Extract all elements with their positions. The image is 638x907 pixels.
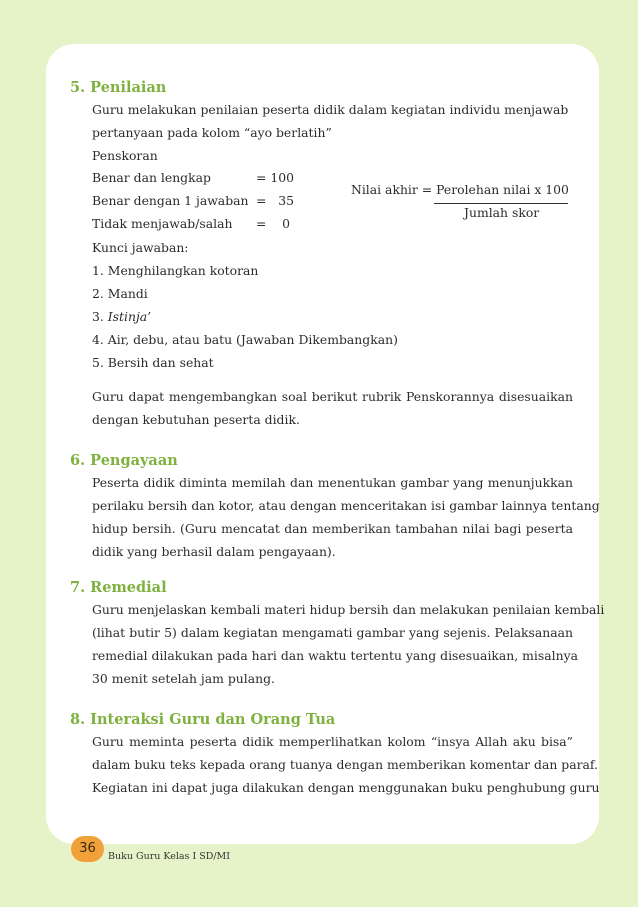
answer-item: 3. Istinja’: [92, 309, 152, 324]
paragraph-line: Kegiatan ini dapat juga dilakukan dengan menggunakan buku penghubung guru: [92, 780, 600, 795]
paragraph-line: perilaku bersih dan kotor, atau dengan menceritakan isi gambar lainnya tentang: [92, 498, 600, 513]
score-label: Benar dan lengkap: [92, 170, 211, 185]
paragraph-line: dengan kebutuhan peserta didik.: [92, 412, 300, 427]
answer-item: 5. Bersih dan sehat: [92, 355, 214, 370]
paragraph-line: Guru menjelaskan kembali materi hidup bersih dan melakukan penilaian kembali: [92, 602, 605, 617]
paragraph-line: (lihat butir 5) dalam kegiatan mengamati gambar yang sejenis. Pelaksanaan: [92, 625, 573, 640]
answer-italic-term: Istinja’: [107, 309, 152, 324]
paragraph-line: didik yang berhasil dalam pengayaan).: [92, 544, 336, 559]
score-value: = 100: [256, 170, 294, 185]
section-heading-pengayaan: 6. Pengayaan: [70, 452, 178, 469]
paragraph-line: remedial dilakukan pada hari dan waktu tertentu yang disesuaikan, misalnya: [92, 648, 578, 663]
page-number-badge: 36: [71, 836, 104, 862]
section-heading-remedial: 7. Remedial: [70, 579, 167, 596]
section-heading-penilaian: 5. Penilaian: [70, 79, 167, 96]
formula-denominator: Jumlah skor: [464, 205, 540, 220]
score-label: Benar dengan 1 jawaban: [92, 193, 249, 208]
scoring-title: Penskoran: [92, 148, 158, 163]
paragraph-line: Peserta didik diminta memilah dan menentukan gambar yang menunjukkan: [92, 475, 573, 490]
answer-key-title: Kunci jawaban:: [92, 240, 189, 255]
paragraph-line: 30 menit setelah jam pulang.: [92, 671, 275, 686]
answer-item: 1. Menghilangkan kotoran: [92, 263, 259, 278]
paragraph-line: pertanyaan pada kolom “ayo berlatih”: [92, 125, 332, 140]
paragraph-line: Guru dapat mengembangkan soal berikut rubrik Penskorannya disesuaikan: [92, 389, 573, 404]
footer-book-title: Buku Guru Kelas I SD/MI: [108, 851, 231, 862]
score-value: = 0: [256, 216, 291, 231]
formula-fraction-bar: [434, 203, 568, 204]
section-heading-interaksi: 8. Interaksi Guru dan Orang Tua: [70, 711, 336, 728]
answer-item: 2. Mandi: [92, 286, 148, 301]
score-label: Tidak menjawab/salah: [92, 216, 233, 231]
paragraph-line: dalam buku teks kepada orang tuanya dengan memberikan komentar dan paraf.: [92, 757, 598, 772]
paragraph-line: Guru melakukan penilaian peserta didik dalam kegiatan individu menjawab: [92, 102, 569, 117]
score-value: = 35: [256, 193, 294, 208]
paragraph-line: Guru meminta peserta didik memperlihatkan kolom “insya Allah aku bisa”: [92, 734, 573, 749]
answer-item: 4. Air, debu, atau batu (Jawaban Dikembangkan): [92, 332, 398, 347]
paragraph-line: hidup bersih. (Guru mencatat dan memberikan tambahan nilai bagi peserta: [92, 521, 573, 536]
formula-numerator: Nilai akhir = Perolehan nilai x 100: [351, 182, 569, 197]
